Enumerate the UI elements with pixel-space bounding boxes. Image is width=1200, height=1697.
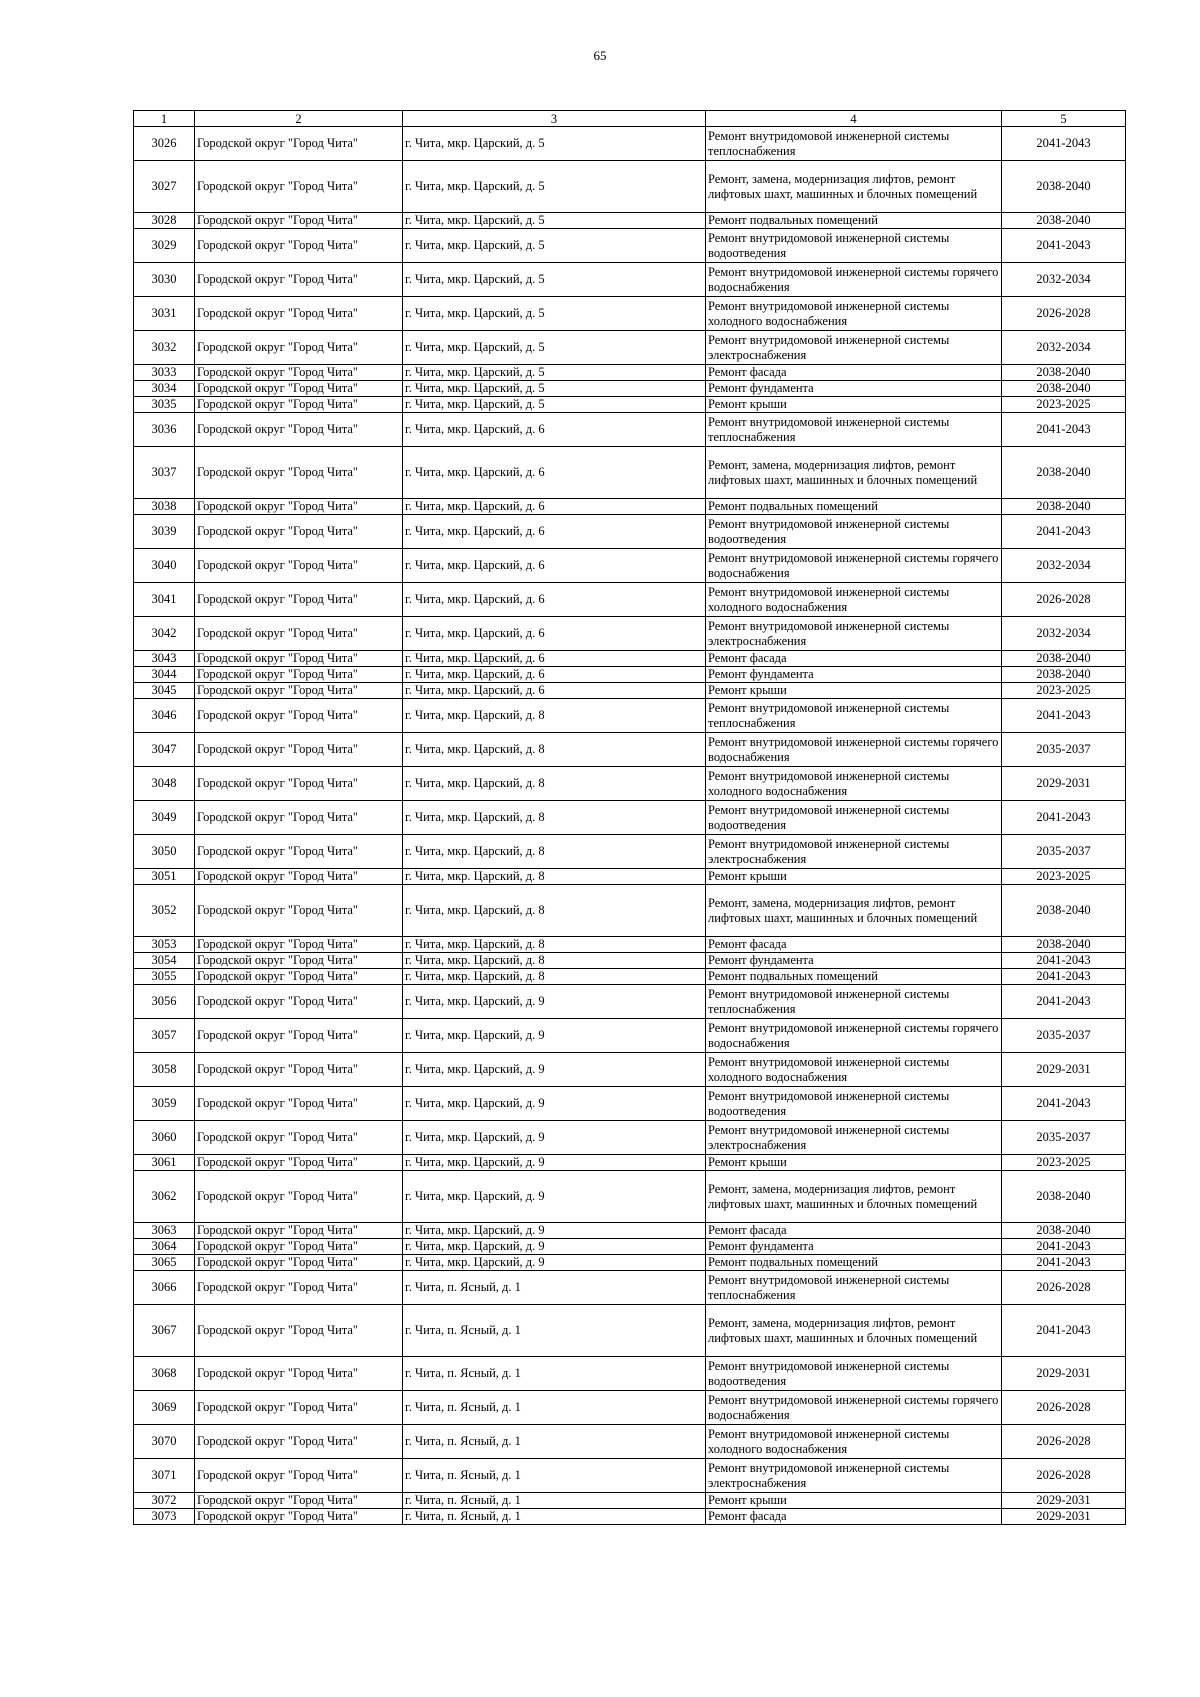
period-cell: 2026-2028 xyxy=(1002,1391,1126,1425)
municipality-cell: Городской округ "Город Чита" xyxy=(195,331,403,365)
municipality-cell: Городской округ "Город Чита" xyxy=(195,969,403,985)
work-type-cell: Ремонт внутридомовой инженерной системы холодного водоснабжения xyxy=(706,1425,1002,1459)
page-number: 65 xyxy=(593,48,607,63)
row-number-cell: 3044 xyxy=(134,667,195,683)
table-row xyxy=(134,869,1126,885)
address-cell: г. Чита, мкр. Царский, д. 5 xyxy=(403,127,706,161)
row-number-cell: 3067 xyxy=(134,1305,195,1357)
work-type-cell: Ремонт подвальных помещений xyxy=(706,1255,1002,1271)
address-cell: г. Чита, мкр. Царский, д. 6 xyxy=(403,515,706,549)
period-cell: 2038-2040 xyxy=(1002,447,1126,499)
period-cell: 2026-2028 xyxy=(1002,297,1126,331)
municipality-cell: Городской округ "Город Чита" xyxy=(195,767,403,801)
table-row xyxy=(134,651,1126,667)
period-cell: 2023-2025 xyxy=(1002,869,1126,885)
address-cell: г. Чита, мкр. Царский, д. 5 xyxy=(403,229,706,263)
row-number-cell: 3034 xyxy=(134,381,195,397)
municipality-cell: Городской округ "Город Чита" xyxy=(195,1223,403,1239)
work-type-cell: Ремонт внутридомовой инженерной системы теплоснабжения xyxy=(706,985,1002,1019)
period-cell: 2041-2043 xyxy=(1002,1255,1126,1271)
address-cell: г. Чита, мкр. Царский, д. 6 xyxy=(403,667,706,683)
work-type-cell: Ремонт внутридомовой инженерной системы горячего водоснабжения xyxy=(706,549,1002,583)
address-cell: г. Чита, п. Ясный, д. 1 xyxy=(403,1493,706,1509)
work-type-cell: Ремонт внутридомовой инженерной системы электроснабжения xyxy=(706,617,1002,651)
period-cell: 2035-2037 xyxy=(1002,1121,1126,1155)
period-cell: 2038-2040 xyxy=(1002,937,1126,953)
work-type-cell: Ремонт внутридомовой инженерной системы водоотведения xyxy=(706,1087,1002,1121)
row-number-cell: 3055 xyxy=(134,969,195,985)
period-cell: 2026-2028 xyxy=(1002,1425,1126,1459)
municipality-cell: Городской округ "Город Чита" xyxy=(195,869,403,885)
row-number-cell: 3060 xyxy=(134,1121,195,1155)
address-cell: г. Чита, мкр. Царский, д. 9 xyxy=(403,1223,706,1239)
work-type-cell: Ремонт подвальных помещений xyxy=(706,213,1002,229)
address-cell: г. Чита, п. Ясный, д. 1 xyxy=(403,1271,706,1305)
municipality-cell: Городской округ "Город Чита" xyxy=(195,1171,403,1223)
municipality-cell: Городской округ "Город Чита" xyxy=(195,127,403,161)
row-number-cell: 3071 xyxy=(134,1459,195,1493)
work-type-cell: Ремонт внутридомовой инженерной системы горячего водоснабжения xyxy=(706,733,1002,767)
row-number-cell: 3066 xyxy=(134,1271,195,1305)
work-type-cell: Ремонт фундамента xyxy=(706,381,1002,397)
period-cell: 2041-2043 xyxy=(1002,985,1126,1019)
municipality-cell: Городской округ "Город Чита" xyxy=(195,1459,403,1493)
table-row xyxy=(134,953,1126,969)
municipality-cell: Городской округ "Город Чита" xyxy=(195,1239,403,1255)
municipality-cell: Городской округ "Город Чита" xyxy=(195,1425,403,1459)
work-type-cell: Ремонт крыши xyxy=(706,869,1002,885)
address-cell: г. Чита, п. Ясный, д. 1 xyxy=(403,1509,706,1525)
municipality-cell: Городской округ "Город Чита" xyxy=(195,549,403,583)
work-type-cell: Ремонт внутридомовой инженерной системы водоотведения xyxy=(706,801,1002,835)
municipality-cell: Городской округ "Город Чита" xyxy=(195,161,403,213)
period-cell: 2041-2043 xyxy=(1002,953,1126,969)
column-header: 2 xyxy=(195,111,403,127)
row-number-cell: 3057 xyxy=(134,1019,195,1053)
row-number-cell: 3058 xyxy=(134,1053,195,1087)
period-cell: 2041-2043 xyxy=(1002,1087,1126,1121)
period-cell: 2023-2025 xyxy=(1002,1155,1126,1171)
row-number-cell: 3068 xyxy=(134,1357,195,1391)
municipality-cell: Городской округ "Город Чита" xyxy=(195,937,403,953)
table-row xyxy=(134,1223,1126,1239)
table-row xyxy=(134,1019,1126,1053)
table-row xyxy=(134,985,1126,1019)
municipality-cell: Городской округ "Город Чита" xyxy=(195,617,403,651)
work-type-cell: Ремонт внутридомовой инженерной системы водоотведения xyxy=(706,229,1002,263)
work-type-cell: Ремонт крыши xyxy=(706,397,1002,413)
period-cell: 2041-2043 xyxy=(1002,127,1126,161)
row-number-cell: 3033 xyxy=(134,365,195,381)
period-cell: 2038-2040 xyxy=(1002,499,1126,515)
address-cell: г. Чита, мкр. Царский, д. 9 xyxy=(403,1155,706,1171)
municipality-cell: Городской округ "Город Чита" xyxy=(195,397,403,413)
period-cell: 2038-2040 xyxy=(1002,885,1126,937)
row-number-cell: 3054 xyxy=(134,953,195,969)
row-number-cell: 3052 xyxy=(134,885,195,937)
row-number-cell: 3035 xyxy=(134,397,195,413)
table-row xyxy=(134,1053,1126,1087)
municipality-cell: Городской округ "Город Чита" xyxy=(195,683,403,699)
address-cell: г. Чита, мкр. Царский, д. 9 xyxy=(403,1087,706,1121)
address-cell: г. Чита, мкр. Царский, д. 8 xyxy=(403,937,706,953)
address-cell: г. Чита, мкр. Царский, д. 6 xyxy=(403,583,706,617)
table-row xyxy=(134,683,1126,699)
address-cell: г. Чита, п. Ясный, д. 1 xyxy=(403,1305,706,1357)
table-row xyxy=(134,1509,1126,1525)
row-number-cell: 3028 xyxy=(134,213,195,229)
work-type-cell: Ремонт внутридомовой инженерной системы холодного водоснабжения xyxy=(706,767,1002,801)
work-type-cell: Ремонт, замена, модернизация лифтов, ремонт лифтовых шахт, машинных и блочных помещений xyxy=(706,885,1002,937)
table-row xyxy=(134,617,1126,651)
address-cell: г. Чита, мкр. Царский, д. 8 xyxy=(403,699,706,733)
address-cell: г. Чита, мкр. Царский, д. 5 xyxy=(403,365,706,381)
table-row xyxy=(134,667,1126,683)
work-type-cell: Ремонт внутридомовой инженерной системы электроснабжения xyxy=(706,1121,1002,1155)
municipality-cell: Городской округ "Город Чита" xyxy=(195,1255,403,1271)
row-number-cell: 3039 xyxy=(134,515,195,549)
work-type-cell: Ремонт, замена, модернизация лифтов, ремонт лифтовых шахт, машинных и блочных помещений xyxy=(706,447,1002,499)
address-cell: г. Чита, мкр. Царский, д. 6 xyxy=(403,549,706,583)
table-row xyxy=(134,801,1126,835)
period-cell: 2035-2037 xyxy=(1002,733,1126,767)
row-number-cell: 3027 xyxy=(134,161,195,213)
repair-schedule-table xyxy=(133,110,1126,1525)
work-type-cell: Ремонт внутридомовой инженерной системы водоотведения xyxy=(706,515,1002,549)
address-cell: г. Чита, мкр. Царский, д. 5 xyxy=(403,213,706,229)
table-row xyxy=(134,1171,1126,1223)
table-row xyxy=(134,213,1126,229)
table-row xyxy=(134,1425,1126,1459)
period-cell: 2038-2040 xyxy=(1002,1171,1126,1223)
municipality-cell: Городской округ "Город Чита" xyxy=(195,1271,403,1305)
row-number-cell: 3043 xyxy=(134,651,195,667)
work-type-cell: Ремонт крыши xyxy=(706,1493,1002,1509)
municipality-cell: Городской округ "Город Чита" xyxy=(195,263,403,297)
row-number-cell: 3030 xyxy=(134,263,195,297)
municipality-cell: Городской округ "Город Чита" xyxy=(195,1509,403,1525)
period-cell: 2023-2025 xyxy=(1002,397,1126,413)
row-number-cell: 3031 xyxy=(134,297,195,331)
work-type-cell: Ремонт внутридомовой инженерной системы теплоснабжения xyxy=(706,1271,1002,1305)
work-type-cell: Ремонт внутридомовой инженерной системы горячего водоснабжения xyxy=(706,263,1002,297)
municipality-cell: Городской округ "Город Чита" xyxy=(195,447,403,499)
address-cell: г. Чита, мкр. Царский, д. 9 xyxy=(403,1019,706,1053)
period-cell: 2038-2040 xyxy=(1002,365,1126,381)
municipality-cell: Городской округ "Город Чита" xyxy=(195,1357,403,1391)
work-type-cell: Ремонт подвальных помещений xyxy=(706,969,1002,985)
row-number-cell: 3037 xyxy=(134,447,195,499)
row-number-cell: 3065 xyxy=(134,1255,195,1271)
address-cell: г. Чита, мкр. Царский, д. 5 xyxy=(403,331,706,365)
work-type-cell: Ремонт фасада xyxy=(706,937,1002,953)
table-row xyxy=(134,699,1126,733)
period-cell: 2041-2043 xyxy=(1002,229,1126,263)
address-cell: г. Чита, п. Ясный, д. 1 xyxy=(403,1425,706,1459)
work-type-cell: Ремонт, замена, модернизация лифтов, ремонт лифтовых шахт, машинных и блочных помещений xyxy=(706,161,1002,213)
work-type-cell: Ремонт, замена, модернизация лифтов, ремонт лифтовых шахт, машинных и блочных помещений xyxy=(706,1305,1002,1357)
municipality-cell: Городской округ "Город Чита" xyxy=(195,499,403,515)
period-cell: 2032-2034 xyxy=(1002,617,1126,651)
work-type-cell: Ремонт внутридомовой инженерной системы водоотведения xyxy=(706,1357,1002,1391)
work-type-cell: Ремонт внутридомовой инженерной системы холодного водоснабжения xyxy=(706,297,1002,331)
address-cell: г. Чита, мкр. Царский, д. 5 xyxy=(403,161,706,213)
row-number-cell: 3064 xyxy=(134,1239,195,1255)
row-number-cell: 3048 xyxy=(134,767,195,801)
column-header: 3 xyxy=(403,111,706,127)
address-cell: г. Чита, мкр. Царский, д. 8 xyxy=(403,733,706,767)
row-number-cell: 3046 xyxy=(134,699,195,733)
table-row xyxy=(134,381,1126,397)
table-row xyxy=(134,885,1126,937)
municipality-cell: Городской округ "Город Чита" xyxy=(195,413,403,447)
address-cell: г. Чита, п. Ясный, д. 1 xyxy=(403,1357,706,1391)
row-number-cell: 3063 xyxy=(134,1223,195,1239)
table-row xyxy=(134,1391,1126,1425)
table-row xyxy=(134,1271,1126,1305)
work-type-cell: Ремонт фундамента xyxy=(706,667,1002,683)
address-cell: г. Чита, мкр. Царский, д. 9 xyxy=(403,1053,706,1087)
table-row xyxy=(134,1459,1126,1493)
municipality-cell: Городской округ "Город Чита" xyxy=(195,953,403,969)
address-cell: г. Чита, мкр. Царский, д. 9 xyxy=(403,1255,706,1271)
period-cell: 2038-2040 xyxy=(1002,667,1126,683)
municipality-cell: Городской округ "Город Чита" xyxy=(195,1121,403,1155)
period-cell: 2035-2037 xyxy=(1002,835,1126,869)
address-cell: г. Чита, мкр. Царский, д. 9 xyxy=(403,985,706,1019)
table-row xyxy=(134,937,1126,953)
table-row xyxy=(134,365,1126,381)
municipality-cell: Городской округ "Город Чита" xyxy=(195,1087,403,1121)
period-cell: 2035-2037 xyxy=(1002,1019,1126,1053)
work-type-cell: Ремонт внутридомовой инженерной системы теплоснабжения xyxy=(706,127,1002,161)
row-number-cell: 3073 xyxy=(134,1509,195,1525)
row-number-cell: 3069 xyxy=(134,1391,195,1425)
address-cell: г. Чита, мкр. Царский, д. 8 xyxy=(403,835,706,869)
address-cell: г. Чита, мкр. Царский, д. 5 xyxy=(403,381,706,397)
address-cell: г. Чита, мкр. Царский, д. 8 xyxy=(403,801,706,835)
work-type-cell: Ремонт внутридомовой инженерной системы холодного водоснабжения xyxy=(706,583,1002,617)
row-number-cell: 3053 xyxy=(134,937,195,953)
period-cell: 2032-2034 xyxy=(1002,263,1126,297)
table-row xyxy=(134,1305,1126,1357)
table-row xyxy=(134,1493,1126,1509)
municipality-cell: Городской округ "Город Чита" xyxy=(195,583,403,617)
municipality-cell: Городской округ "Город Чита" xyxy=(195,985,403,1019)
row-number-cell: 3041 xyxy=(134,583,195,617)
work-type-cell: Ремонт внутридомовой инженерной системы электроснабжения xyxy=(706,835,1002,869)
period-cell: 2038-2040 xyxy=(1002,213,1126,229)
period-cell: 2041-2043 xyxy=(1002,1305,1126,1357)
work-type-cell: Ремонт, замена, модернизация лифтов, ремонт лифтовых шахт, машинных и блочных помещений xyxy=(706,1171,1002,1223)
table-row xyxy=(134,1357,1126,1391)
municipality-cell: Городской округ "Город Чита" xyxy=(195,229,403,263)
municipality-cell: Городской округ "Город Чита" xyxy=(195,213,403,229)
table-row xyxy=(134,229,1126,263)
municipality-cell: Городской округ "Город Чита" xyxy=(195,381,403,397)
row-number-cell: 3045 xyxy=(134,683,195,699)
row-number-cell: 3032 xyxy=(134,331,195,365)
period-cell: 2029-2031 xyxy=(1002,1357,1126,1391)
table-row xyxy=(134,969,1126,985)
table-row xyxy=(134,127,1126,161)
column-header: 1 xyxy=(134,111,195,127)
address-cell: г. Чита, мкр. Царский, д. 6 xyxy=(403,683,706,699)
row-number-cell: 3070 xyxy=(134,1425,195,1459)
work-type-cell: Ремонт внутридомовой инженерной системы холодного водоснабжения xyxy=(706,1053,1002,1087)
municipality-cell: Городской округ "Город Чита" xyxy=(195,651,403,667)
address-cell: г. Чита, мкр. Царский, д. 8 xyxy=(403,869,706,885)
row-number-cell: 3047 xyxy=(134,733,195,767)
period-cell: 2041-2043 xyxy=(1002,699,1126,733)
row-number-cell: 3051 xyxy=(134,869,195,885)
municipality-cell: Городской округ "Город Чита" xyxy=(195,515,403,549)
municipality-cell: Городской округ "Город Чита" xyxy=(195,885,403,937)
table-row xyxy=(134,297,1126,331)
address-cell: г. Чита, мкр. Царский, д. 6 xyxy=(403,499,706,515)
address-cell: г. Чита, п. Ясный, д. 1 xyxy=(403,1459,706,1493)
period-cell: 2041-2043 xyxy=(1002,969,1126,985)
row-number-cell: 3061 xyxy=(134,1155,195,1171)
row-number-cell: 3072 xyxy=(134,1493,195,1509)
table-row xyxy=(134,413,1126,447)
row-number-cell: 3059 xyxy=(134,1087,195,1121)
address-cell: г. Чита, мкр. Царский, д. 8 xyxy=(403,969,706,985)
address-cell: г. Чита, мкр. Царский, д. 9 xyxy=(403,1239,706,1255)
municipality-cell: Городской округ "Город Чита" xyxy=(195,1493,403,1509)
period-cell: 2032-2034 xyxy=(1002,549,1126,583)
table-row xyxy=(134,1239,1126,1255)
work-type-cell: Ремонт фундамента xyxy=(706,953,1002,969)
period-cell: 2029-2031 xyxy=(1002,1493,1126,1509)
municipality-cell: Городской округ "Город Чита" xyxy=(195,297,403,331)
address-cell: г. Чита, мкр. Царский, д. 9 xyxy=(403,1121,706,1155)
period-cell: 2029-2031 xyxy=(1002,767,1126,801)
table-row xyxy=(134,1155,1126,1171)
municipality-cell: Городской округ "Город Чита" xyxy=(195,1391,403,1425)
row-number-cell: 3049 xyxy=(134,801,195,835)
address-cell: г. Чита, мкр. Царский, д. 8 xyxy=(403,885,706,937)
column-header: 4 xyxy=(706,111,1002,127)
work-type-cell: Ремонт фасада xyxy=(706,365,1002,381)
table-row xyxy=(134,515,1126,549)
table-row xyxy=(134,263,1126,297)
address-cell: г. Чита, мкр. Царский, д. 6 xyxy=(403,651,706,667)
address-cell: г. Чита, мкр. Царский, д. 8 xyxy=(403,953,706,969)
period-cell: 2026-2028 xyxy=(1002,1459,1126,1493)
address-cell: г. Чита, мкр. Царский, д. 5 xyxy=(403,297,706,331)
address-cell: г. Чита, мкр. Царский, д. 9 xyxy=(403,1171,706,1223)
row-number-cell: 3029 xyxy=(134,229,195,263)
period-cell: 2041-2043 xyxy=(1002,801,1126,835)
row-number-cell: 3038 xyxy=(134,499,195,515)
row-number-cell: 3026 xyxy=(134,127,195,161)
table-row xyxy=(134,583,1126,617)
municipality-cell: Городской округ "Город Чита" xyxy=(195,667,403,683)
address-cell: г. Чита, мкр. Царский, д. 6 xyxy=(403,413,706,447)
table-row xyxy=(134,835,1126,869)
period-cell: 2026-2028 xyxy=(1002,1271,1126,1305)
period-cell: 2029-2031 xyxy=(1002,1053,1126,1087)
work-type-cell: Ремонт крыши xyxy=(706,683,1002,699)
address-cell: г. Чита, мкр. Царский, д. 5 xyxy=(403,263,706,297)
row-number-cell: 3056 xyxy=(134,985,195,1019)
municipality-cell: Городской округ "Город Чита" xyxy=(195,1019,403,1053)
period-cell: 2038-2040 xyxy=(1002,1223,1126,1239)
period-cell: 2038-2040 xyxy=(1002,381,1126,397)
work-type-cell: Ремонт внутридомовой инженерной системы теплоснабжения xyxy=(706,413,1002,447)
table-row xyxy=(134,397,1126,413)
address-cell: г. Чита, мкр. Царский, д. 6 xyxy=(403,617,706,651)
municipality-cell: Городской округ "Город Чита" xyxy=(195,801,403,835)
row-number-cell: 3040 xyxy=(134,549,195,583)
table-row xyxy=(134,767,1126,801)
address-cell: г. Чита, мкр. Царский, д. 5 xyxy=(403,397,706,413)
period-cell: 2023-2025 xyxy=(1002,683,1126,699)
row-number-cell: 3050 xyxy=(134,835,195,869)
municipality-cell: Городской округ "Город Чита" xyxy=(195,699,403,733)
table-row xyxy=(134,161,1126,213)
work-type-cell: Ремонт фасада xyxy=(706,1509,1002,1525)
table-row xyxy=(134,1255,1126,1271)
table-row xyxy=(134,733,1126,767)
work-type-cell: Ремонт внутридомовой инженерной системы электроснабжения xyxy=(706,1459,1002,1493)
period-cell: 2038-2040 xyxy=(1002,651,1126,667)
table-row xyxy=(134,1087,1126,1121)
work-type-cell: Ремонт внутридомовой инженерной системы горячего водоснабжения xyxy=(706,1019,1002,1053)
work-type-cell: Ремонт внутридомовой инженерной системы горячего водоснабжения xyxy=(706,1391,1002,1425)
municipality-cell: Городской округ "Город Чита" xyxy=(195,365,403,381)
period-cell: 2041-2043 xyxy=(1002,1239,1126,1255)
address-cell: г. Чита, мкр. Царский, д. 6 xyxy=(403,447,706,499)
period-cell: 2032-2034 xyxy=(1002,331,1126,365)
work-type-cell: Ремонт подвальных помещений xyxy=(706,499,1002,515)
row-number-cell: 3036 xyxy=(134,413,195,447)
work-type-cell: Ремонт внутридомовой инженерной системы электроснабжения xyxy=(706,331,1002,365)
row-number-cell: 3062 xyxy=(134,1171,195,1223)
municipality-cell: Городской округ "Город Чита" xyxy=(195,1053,403,1087)
period-cell: 2041-2043 xyxy=(1002,413,1126,447)
column-header: 5 xyxy=(1002,111,1126,127)
work-type-cell: Ремонт крыши xyxy=(706,1155,1002,1171)
address-cell: г. Чита, п. Ясный, д. 1 xyxy=(403,1391,706,1425)
table-row xyxy=(134,331,1126,365)
work-type-cell: Ремонт фундамента xyxy=(706,1239,1002,1255)
municipality-cell: Городской округ "Город Чита" xyxy=(195,733,403,767)
table-row xyxy=(134,499,1126,515)
municipality-cell: Городской округ "Город Чита" xyxy=(195,1305,403,1357)
table-row xyxy=(134,447,1126,499)
work-type-cell: Ремонт фасада xyxy=(706,651,1002,667)
period-cell: 2041-2043 xyxy=(1002,515,1126,549)
table-row xyxy=(134,1121,1126,1155)
address-cell: г. Чита, мкр. Царский, д. 8 xyxy=(403,767,706,801)
period-cell: 2038-2040 xyxy=(1002,161,1126,213)
table-row xyxy=(134,549,1126,583)
municipality-cell: Городской округ "Город Чита" xyxy=(195,835,403,869)
municipality-cell: Городской округ "Город Чита" xyxy=(195,1155,403,1171)
work-type-cell: Ремонт внутридомовой инженерной системы теплоснабжения xyxy=(706,699,1002,733)
row-number-cell: 3042 xyxy=(134,617,195,651)
table-header-row xyxy=(134,111,1126,127)
work-type-cell: Ремонт фасада xyxy=(706,1223,1002,1239)
period-cell: 2029-2031 xyxy=(1002,1509,1126,1525)
period-cell: 2026-2028 xyxy=(1002,583,1126,617)
